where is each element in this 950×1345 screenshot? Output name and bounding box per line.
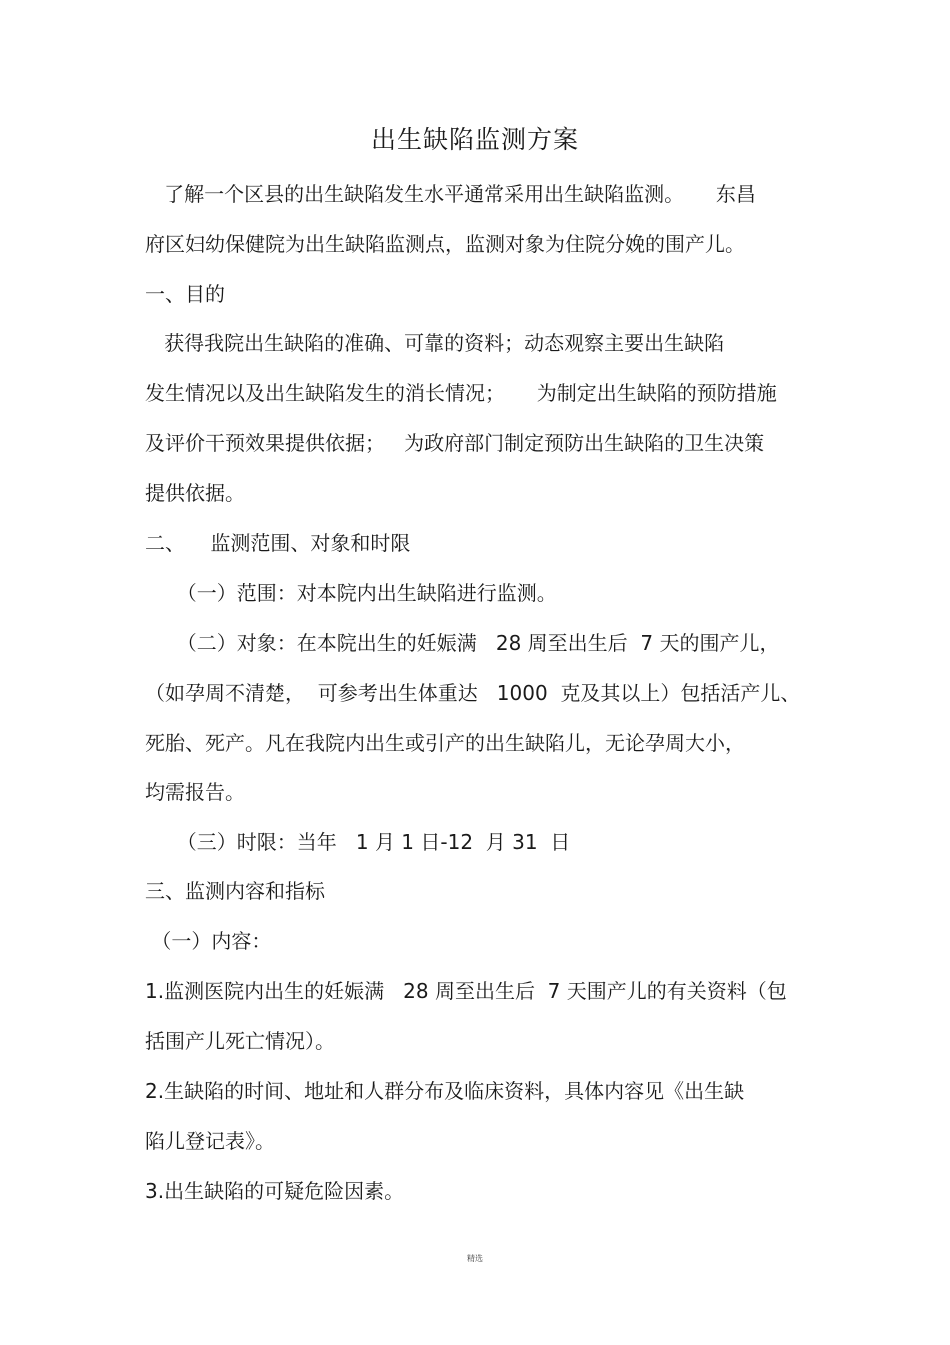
paragraph-line: 及评价干预效果提供依据； 为政府部门制定预防出生缺陷的卫生决策 bbox=[145, 431, 765, 455]
list-item-continuation: 陷儿登记表》。 bbox=[145, 1129, 275, 1153]
section-heading: 二、 监测范围、对象和时限 bbox=[145, 531, 411, 555]
list-item: 2.生缺陷的时间、地址和人群分布及临床资料，具体内容见《出生缺 bbox=[145, 1079, 745, 1103]
paragraph-line: （如孕周不清楚， 可参考出生体重达 1000 克及其以上）包括活产儿、 bbox=[145, 681, 801, 705]
paragraph-line: 府区妇幼保健院为出生缺陷监测点，监测对象为住院分娩的围产儿。 bbox=[145, 232, 745, 256]
subsection-heading: （一）内容： bbox=[145, 929, 272, 953]
paragraph-line: （一）范围：对本院内出生缺陷进行监测。 bbox=[145, 581, 557, 605]
section-heading: 一、目的 bbox=[145, 282, 225, 306]
page-footer: 精选 bbox=[467, 1254, 483, 1263]
list-item-continuation: 括围产儿死亡情况）。 bbox=[145, 1029, 335, 1053]
document-title: 出生缺陷监测方案 bbox=[370, 125, 579, 154]
paragraph-line: 了解一个区县的出生缺陷发生水平通常采用出生缺陷监测。 东昌 bbox=[145, 182, 756, 206]
list-item: 1.监测医院内出生的妊娠满 28 周至出生后 7 天围产儿的有关资料（包 bbox=[145, 979, 787, 1003]
paragraph-line: 获得我院出生缺陷的准确、可靠的资料；动态观察主要出生缺陷 bbox=[145, 331, 725, 355]
paragraph-line: 发生情况以及出生缺陷发生的消长情况； 为制定出生缺陷的预防措施 bbox=[145, 381, 777, 405]
section-heading: 三、监测内容和指标 bbox=[145, 879, 325, 903]
paragraph-line: 提供依据。 bbox=[145, 481, 245, 505]
paragraph-line: 死胎、死产。凡在我院内出生或引产的出生缺陷儿，无论孕周大小， bbox=[145, 731, 745, 755]
list-item: 3.出生缺陷的可疑危险因素。 bbox=[145, 1179, 405, 1203]
paragraph-line: （三）时限：当年 1 月 1 日-12 月 31 日 bbox=[145, 830, 571, 854]
paragraph-line: （二）对象：在本院出生的妊娠满 28 周至出生后 7 天的围产儿， bbox=[145, 631, 780, 655]
paragraph-line: 均需报告。 bbox=[145, 780, 245, 804]
